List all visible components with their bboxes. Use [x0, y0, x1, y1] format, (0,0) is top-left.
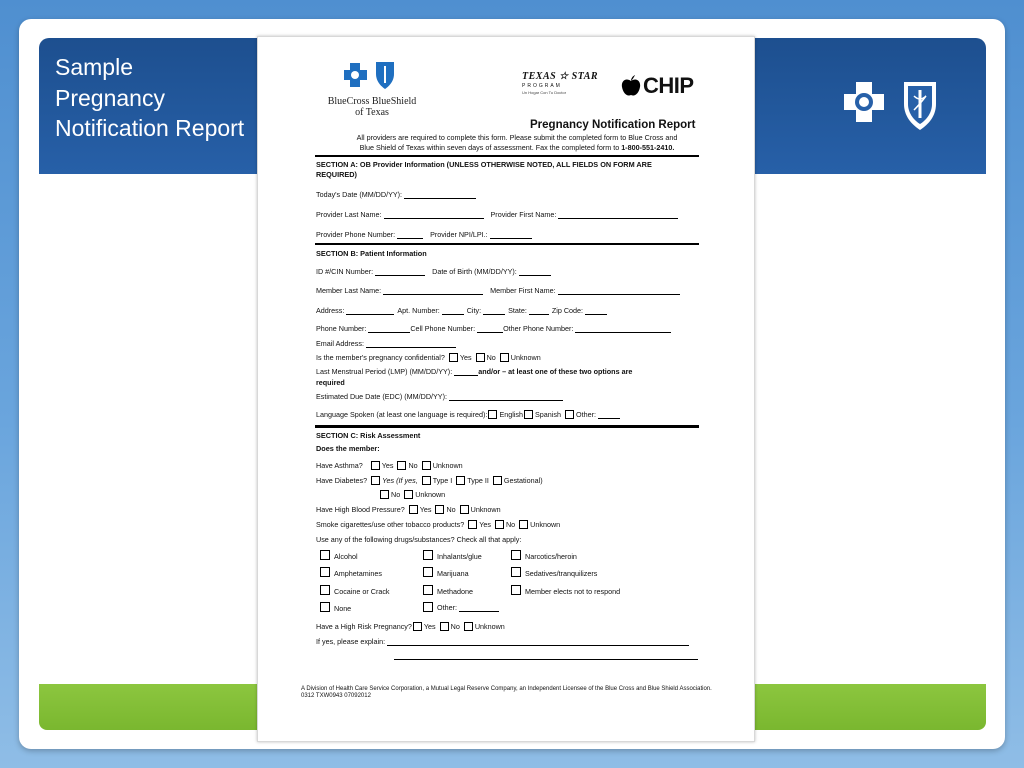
- asthma-row: [316, 461, 463, 470]
- high-risk-no-checkbox[interactable]: [440, 622, 449, 631]
- diabetes-label: Have Diabetes?: [316, 476, 368, 485]
- hbp-unknown-label: Unknown: [470, 505, 501, 514]
- bcbs-texas-logo: [316, 59, 428, 123]
- drug-checkbox[interactable]: [320, 567, 330, 577]
- language-label: Language Spoken (at least one language is required):: [316, 410, 488, 419]
- drug-label: Other:: [437, 603, 457, 612]
- slide-title: Sample Pregnancy Notification Report: [55, 54, 245, 141]
- explain-field[interactable]: [387, 639, 689, 646]
- drug-item: [423, 585, 473, 596]
- state-label: State:: [508, 306, 527, 315]
- drug-checkbox[interactable]: [511, 567, 521, 577]
- email-label: Email Address:: [316, 339, 364, 348]
- section-c-heading: SECTION C: Risk Assessment: [316, 431, 421, 440]
- provider-last-field[interactable]: [384, 212, 484, 219]
- hbp-yes-label: Yes: [419, 505, 432, 514]
- texas-star-main: TEXAS ☆ STAR: [522, 71, 599, 82]
- smoke-unknown-label: Unknown: [530, 520, 561, 529]
- bcbs-cross-shield-icon: [344, 59, 400, 91]
- high-risk-yes-label: Yes: [423, 622, 436, 631]
- diabetes-no-checkbox[interactable]: [380, 490, 389, 499]
- section-c-rule: [315, 425, 699, 428]
- smoke-unknown-checkbox[interactable]: [519, 520, 528, 529]
- drug-checkbox[interactable]: [511, 550, 521, 560]
- edc-label: Estimated Due Date (EDC) (MM/DD/YY):: [316, 392, 447, 401]
- state-field[interactable]: [529, 308, 549, 315]
- email-row: [316, 339, 459, 348]
- zip-label: Zip Code:: [551, 306, 584, 315]
- type2-label: Type II: [467, 476, 489, 485]
- drug-label: Marijuana: [437, 569, 469, 578]
- report-title: Pregnancy Notification Report: [530, 119, 696, 131]
- section-a-rule: [315, 155, 699, 157]
- provider-npi-label: Provider NPI/LPI.:: [430, 230, 488, 239]
- smoke-no-label: No: [505, 520, 516, 529]
- lmp-note-2: required: [316, 378, 345, 387]
- apple-icon: [621, 75, 641, 97]
- drug-checkbox[interactable]: [423, 585, 433, 595]
- confidential-yes-checkbox[interactable]: [449, 353, 458, 362]
- drug-item: [511, 585, 620, 596]
- provider-name-row: [316, 210, 681, 219]
- todays-date-field[interactable]: [404, 192, 476, 199]
- drug-item: [320, 567, 382, 578]
- language-other-label: Other:: [576, 410, 596, 419]
- drug-checkbox[interactable]: [320, 585, 330, 595]
- address-row: [316, 306, 610, 315]
- dob-label: Date of Birth (MM/DD/YY):: [432, 267, 517, 276]
- other-phone-field[interactable]: [575, 326, 671, 333]
- drug-item: [320, 585, 390, 596]
- hbp-label: Have High Blood Pressure?: [316, 505, 405, 514]
- smoke-label: Smoke cigarettes/use other tobacco products?: [316, 520, 465, 529]
- high-risk-unknown-checkbox[interactable]: [464, 622, 473, 631]
- drugs-intro-row: [316, 535, 521, 544]
- city-label: City:: [466, 306, 482, 315]
- apt-label: Apt. Number:: [397, 306, 440, 315]
- bcbs-name-line1: BlueCross BlueShield: [327, 96, 417, 107]
- confidential-no-label: No: [486, 353, 496, 362]
- diabetes-no-label: No: [391, 490, 401, 499]
- hbp-yes-checkbox[interactable]: [409, 505, 418, 514]
- type2-checkbox[interactable]: [456, 476, 465, 485]
- explain-row: [316, 637, 692, 646]
- diabetes-row: [316, 476, 543, 485]
- id-cin-field[interactable]: [375, 269, 425, 276]
- member-first-label: Member First Name:: [490, 286, 556, 295]
- lmp-label: Last Menstrual Period (LMP) (MM/DD/YY):: [316, 367, 453, 376]
- provider-last-label: Provider Last Name:: [316, 210, 382, 219]
- asthma-no-checkbox[interactable]: [397, 461, 406, 470]
- lmp-note: and/or – at least one of these two options are: [478, 367, 633, 376]
- texas-star-sub: PROGRAM: [522, 83, 562, 89]
- drug-label: Cocaine or Crack: [334, 587, 390, 596]
- asthma-label: Have Asthma?: [316, 461, 363, 470]
- provider-phone-field[interactable]: [397, 232, 423, 239]
- member-first-field[interactable]: [558, 288, 680, 295]
- asthma-no-label: No: [408, 461, 418, 470]
- gestational-checkbox[interactable]: [493, 476, 502, 485]
- cell-label: Cell Phone Number:: [410, 324, 476, 333]
- hbp-no-checkbox[interactable]: [435, 505, 444, 514]
- diabetes-unknown-checkbox[interactable]: [404, 490, 413, 499]
- drug-label: Member elects not to respond: [525, 587, 621, 596]
- drug-item: [511, 550, 577, 561]
- apt-field[interactable]: [442, 308, 464, 315]
- asthma-unknown-label: Unknown: [432, 461, 463, 470]
- drug-label: Alcohol: [334, 552, 358, 561]
- member-last-field[interactable]: [383, 288, 483, 295]
- language-other-checkbox[interactable]: [565, 410, 574, 419]
- section-b-heading: SECTION B: Patient Information: [316, 249, 427, 258]
- id-dob-row: [316, 267, 554, 276]
- gestational-label: Gestational): [503, 476, 543, 485]
- intro-line1: All providers are required to complete this form. Please submit the completed form to Blue Cross and: [356, 133, 678, 142]
- provider-first-field[interactable]: [558, 212, 678, 219]
- phone-label: Phone Number:: [316, 324, 367, 333]
- section-a-heading: SECTION A: OB Provider Information (UNLESS OTHERWISE NOTED, ALL FIELDS ON FORM ARE REQUIRED): [316, 160, 652, 179]
- confidential-unknown-label: Unknown: [510, 353, 541, 362]
- confidential-no-checkbox[interactable]: [476, 353, 485, 362]
- drug-item: [423, 567, 469, 578]
- report-intro: [334, 133, 700, 153]
- other-phone-label: Other Phone Number:: [503, 324, 574, 333]
- texas-star-tag: Un Hogar Con Tu Doctor: [522, 90, 567, 95]
- todays-date-row: [316, 190, 479, 199]
- provider-phone-row: [316, 230, 535, 239]
- drug-checkbox[interactable]: [423, 567, 433, 577]
- confidential-row: [316, 353, 541, 362]
- diabetes-unknown-label: Unknown: [415, 490, 446, 499]
- bcbs-cross-icon: [844, 82, 884, 122]
- high-risk-yes-checkbox[interactable]: [413, 622, 422, 631]
- drug-label: Narcotics/heroin: [525, 552, 577, 561]
- lmp-row-2: [316, 378, 345, 387]
- smoke-row: [316, 520, 560, 529]
- hbp-unknown-checkbox[interactable]: [460, 505, 469, 514]
- drug-item: [320, 602, 351, 613]
- todays-date-label: Today's Date (MM/DD/YY):: [316, 190, 403, 199]
- high-risk-unknown-label: Unknown: [474, 622, 505, 631]
- diabetes-row-2: [376, 490, 445, 499]
- id-cin-label: ID #/CIN Number:: [316, 267, 374, 276]
- chip-logo: [621, 69, 694, 103]
- drug-checkbox[interactable]: [511, 585, 521, 595]
- member-name-row: [316, 286, 683, 295]
- address-label: Address:: [316, 306, 345, 315]
- type1-label: Type I: [432, 476, 453, 485]
- address-field[interactable]: [346, 308, 394, 315]
- spanish-checkbox[interactable]: [524, 410, 533, 419]
- provider-phone-label: Provider Phone Number:: [316, 230, 396, 239]
- high-risk-label: Have a High Risk Pregnancy?: [316, 622, 412, 631]
- explain-field-line-2[interactable]: [394, 659, 698, 660]
- drug-other-field[interactable]: [459, 605, 499, 612]
- drug-item: [320, 550, 358, 561]
- spanish-label: Spanish: [535, 410, 561, 419]
- drug-checkbox[interactable]: [423, 602, 433, 612]
- provider-first-label: Provider First Name:: [490, 210, 557, 219]
- phone-field[interactable]: [368, 326, 410, 333]
- does-member-label: Does the member:: [316, 444, 380, 453]
- drug-label: Methadone: [437, 587, 473, 596]
- explain-label: If yes, please explain:: [316, 637, 386, 646]
- lmp-row: [316, 367, 632, 376]
- drug-item: [511, 567, 597, 578]
- drug-item: [423, 550, 482, 561]
- edc-field[interactable]: [449, 394, 563, 401]
- asthma-unknown-checkbox[interactable]: [422, 461, 431, 470]
- fine-print-line1: A Division of Health Care Service Corporation, a Mutual Legal Reserve Company, an Independent Licensee of the Blue Cross and Blue Shield Association.: [301, 686, 712, 692]
- chip-text: CHIP: [643, 73, 694, 98]
- zip-field[interactable]: [585, 308, 607, 315]
- lmp-field[interactable]: [454, 369, 478, 376]
- asthma-yes-checkbox[interactable]: [371, 461, 380, 470]
- fine-print: [301, 686, 721, 700]
- bcbs-shield-icon: [904, 82, 936, 130]
- diabetes-yes-checkbox[interactable]: [371, 476, 380, 485]
- drug-label: Inhalants/glue: [437, 552, 482, 561]
- hbp-no-label: No: [446, 505, 456, 514]
- form-page: [257, 36, 755, 742]
- dob-field[interactable]: [519, 269, 551, 276]
- cell-field[interactable]: [477, 326, 503, 333]
- smoke-yes-label: Yes: [479, 520, 491, 529]
- confidential-unknown-checkbox[interactable]: [500, 353, 509, 362]
- drug-checkbox[interactable]: [423, 550, 433, 560]
- bcbs-header-logos: [842, 78, 942, 134]
- intro-fax: 1-800-551-2410.: [621, 143, 675, 152]
- hbp-row: [316, 505, 501, 514]
- english-label: English: [499, 410, 524, 419]
- smoke-no-checkbox[interactable]: [495, 520, 504, 529]
- drug-label: Sedatives/tranquilizers: [525, 569, 598, 578]
- drugs-intro-label: Use any of the following drugs/substances? Check all that apply:: [316, 535, 522, 544]
- edc-row: [316, 392, 566, 401]
- smoke-yes-checkbox[interactable]: [468, 520, 477, 529]
- drug-checkbox[interactable]: [320, 602, 330, 612]
- texas-star-logo: [522, 71, 608, 105]
- language-row: [316, 410, 623, 419]
- high-risk-no-label: No: [450, 622, 460, 631]
- fine-print-line2: 0312 TXW0943 07092012: [301, 693, 371, 699]
- type1-checkbox[interactable]: [422, 476, 431, 485]
- phone-row: [316, 324, 674, 333]
- section-b-rule: [315, 243, 699, 245]
- drug-label: None: [334, 604, 352, 613]
- diabetes-if-yes-label: Yes (If yes,: [382, 476, 418, 485]
- bcbs-name-line2: of Texas: [355, 107, 389, 118]
- provider-npi-field[interactable]: [490, 232, 532, 239]
- intro-line2: Blue Shield of Texas within seven days of assessment. Fax the completed form to: [359, 143, 622, 152]
- drug-checkbox[interactable]: [320, 550, 330, 560]
- high-risk-row: [316, 622, 505, 631]
- email-field[interactable]: [366, 341, 456, 348]
- confidential-yes-label: Yes: [459, 353, 472, 362]
- drug-label: Amphetamines: [334, 569, 382, 578]
- drug-item: [423, 602, 502, 612]
- english-checkbox[interactable]: [488, 410, 497, 419]
- city-field[interactable]: [483, 308, 505, 315]
- confidential-label: Is the member's pregnancy confidential?: [316, 353, 445, 362]
- asthma-yes-label: Yes: [381, 461, 394, 470]
- member-last-label: Member Last Name:: [316, 286, 382, 295]
- language-other-field[interactable]: [598, 412, 620, 419]
